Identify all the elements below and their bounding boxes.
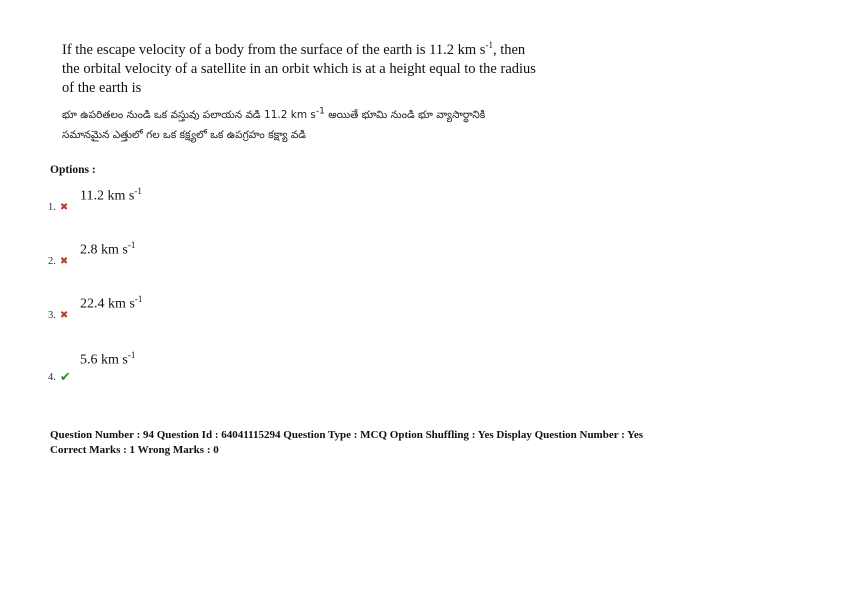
question-english-line3: of the earth is bbox=[62, 79, 142, 96]
question-block bbox=[62, 36, 582, 145]
metadata-line1: Question Number : 94 Question Id : 64041115294 Question Type : MCQ Option Shuffling : Yes Display Question Number : Yes bbox=[50, 429, 644, 441]
question-metadata bbox=[50, 428, 643, 458]
metadata-line2: Correct Marks : 1 Wrong Marks : 0 bbox=[50, 444, 219, 456]
question-telugu-line2: సమానమైన ఎత్తులో గల ఒక కక్ష్యలో ఒక ఉపగ్రహం కక్ష్యా వడి bbox=[62, 129, 307, 142]
option-3-marker bbox=[48, 310, 68, 321]
option-1-number: 1. bbox=[48, 202, 56, 213]
question-english-line1: If the escape velocity of a body from the surface of the earth is 11.2 km $s^{-1}$, then bbox=[62, 40, 526, 58]
option-1-marker bbox=[48, 202, 68, 213]
check-icon: ✔ bbox=[59, 370, 71, 385]
option-4-text: 5.6 km $s^{-1}$ bbox=[80, 350, 136, 368]
option-2[interactable] bbox=[0, 240, 400, 280]
options-label: Options : bbox=[50, 164, 96, 176]
option-2-number: 2. bbox=[48, 256, 56, 267]
option-3-number: 3. bbox=[48, 310, 56, 321]
question-text-english bbox=[62, 36, 582, 98]
option-3-text: 22.4 km $s^{-1}$ bbox=[80, 294, 143, 312]
question-text-telugu bbox=[62, 102, 582, 146]
option-4-number: 4. bbox=[48, 372, 56, 383]
option-4[interactable] bbox=[0, 350, 400, 390]
option-1[interactable] bbox=[0, 186, 400, 226]
option-2-text: 2.8 km $s^{-1}$ bbox=[80, 240, 136, 258]
option-1-text: 11.2 km $s^{-1}$ bbox=[80, 186, 142, 204]
cross-icon: ✖ bbox=[59, 256, 69, 267]
option-4-marker bbox=[48, 370, 71, 385]
cross-icon: ✖ bbox=[59, 310, 69, 321]
question-english-line2: the orbital velocity of a satellite in an orbit which is at a height equal to the radius bbox=[62, 60, 536, 77]
question-telugu-line1: భూ ఉపరితలం నుండి ఒక వస్తువు పలాయన వడి 11.2 km $s^{-1}$ అయితే భూమి నుండి భూ వ్యాసార్థానికి bbox=[62, 106, 486, 122]
option-3[interactable] bbox=[0, 294, 400, 334]
option-2-marker bbox=[48, 256, 68, 267]
cross-icon: ✖ bbox=[59, 202, 69, 213]
